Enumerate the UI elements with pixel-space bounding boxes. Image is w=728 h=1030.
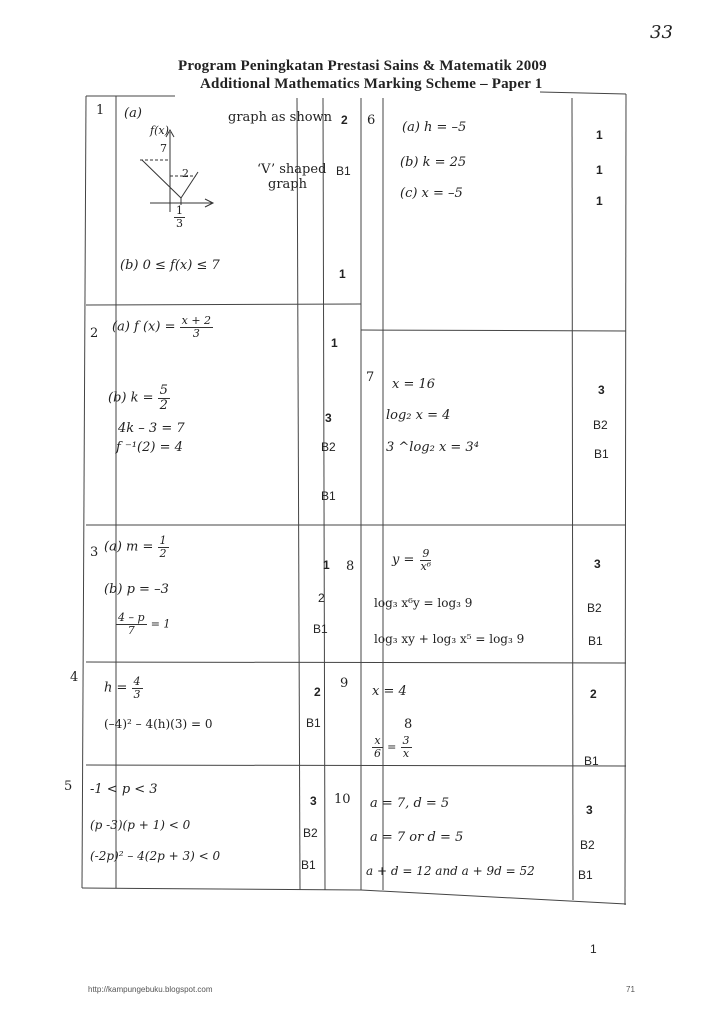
q3-part-b: (b) p = –3 (104, 582, 169, 597)
q10-line-1: a = 7, d = 5 (370, 796, 450, 811)
q1-mark-2: B1 (336, 164, 351, 178)
q4-mark-2: B1 (306, 716, 321, 730)
q2-mark-1: 1 (331, 336, 338, 350)
header-line-2: Additional Mathematics Marking Scheme – Paper 1 (200, 76, 543, 92)
q2-part-b: (b) k = $\frac{5}{2}$ (108, 383, 168, 413)
q4-line-2: (–4)² – 4(h)(3) = 0 (104, 717, 213, 731)
q7-number: 7 (366, 370, 375, 385)
q7-mark-2: B2 (593, 418, 608, 432)
q7-line-2: log₂ x = 4 (386, 408, 451, 423)
q5-mark-3: B1 (301, 858, 316, 872)
q5-mark-2: B2 (303, 826, 318, 840)
q8-mark-2: B2 (587, 601, 602, 615)
q4-line-1: h = $\frac{4}{3}$ (104, 675, 141, 701)
q9-line-2-top: 8 (404, 717, 413, 732)
q8-mark-1: 3 (594, 557, 601, 571)
q9-mark-2: B1 (584, 754, 599, 768)
q6-part-b: (b) k = 25 (400, 155, 467, 170)
q10-number: 10 (334, 792, 351, 807)
q2-line-3: f ⁻¹(2) = 4 (116, 440, 183, 455)
q3-part-a: (a) m = $\frac{1}{2}$ (104, 534, 167, 560)
q10-mark-1: 3 (586, 803, 593, 817)
q3-fraction: $\frac{4 - p}{7}$ = 1 (118, 611, 171, 637)
q8-number: 8 (346, 559, 355, 574)
graph-mid-label: 2 (182, 167, 189, 180)
q3-mark-1: 1 (323, 558, 330, 572)
q9-mark-1: 2 (590, 687, 597, 701)
footer-url[interactable]: http://kampungebuku.blogspot.com (88, 985, 213, 994)
q2-mark-3: B2 (321, 440, 336, 454)
q5-mark-1: 3 (310, 794, 317, 808)
q7-mark-3: B1 (594, 447, 609, 461)
q1-number: 1 (96, 103, 105, 118)
q10-line-3: a + d = 12 and a + 9d = 52 (366, 864, 535, 878)
q1-note-2a: ‘V’ shaped (257, 162, 327, 177)
v-graph (140, 130, 213, 212)
q8-mark-3: B1 (588, 634, 603, 648)
q6-mark-1: 1 (596, 128, 603, 142)
q8-line-3: log₃ xy + log₃ x⁵ = log₃ 9 (374, 632, 525, 646)
q3-mark-2: 2 (318, 591, 325, 605)
q10-mark-3: B1 (578, 868, 593, 882)
q8-line-2: log₃ x⁶y = log₃ 9 (374, 596, 473, 610)
q6-part-c: (c) x = –5 (400, 186, 463, 201)
q4-number: 4 (70, 670, 79, 685)
graph-fx-label: f(x) (150, 124, 169, 137)
q1-note-2b: graph (268, 177, 307, 192)
q2-line-2: 4k – 3 = 7 (118, 421, 185, 436)
q4-mark-1: 2 (314, 685, 321, 699)
q2-part-a: (a) f (x) = $\frac{x + 2}{3}$ (112, 314, 212, 340)
q3-mark-3: B1 (313, 622, 328, 636)
q6-number: 6 (367, 113, 376, 128)
header-line-1: Program Peningkatan Prestasi Sains & Matematik 2009 (178, 58, 547, 74)
q3-number: 3 (90, 545, 99, 560)
q6-mark-2: 1 (596, 163, 603, 177)
q1-part-b: (b) 0 ≤ f(x) ≤ 7 (120, 258, 220, 273)
q1-note-1: graph as shown (228, 110, 333, 125)
q9-line-2: $\frac{x}{6}$ = $\frac{3}{x}$ (374, 734, 410, 760)
q9-number: 9 (340, 676, 349, 691)
footer-page-number: 71 (626, 985, 635, 994)
q10-mark-2: B2 (580, 838, 595, 852)
graph-x-label: $\frac{1}{3}$ (176, 204, 183, 230)
q6-mark-3: 1 (596, 194, 603, 208)
q1-mark-1: 2 (341, 113, 348, 127)
q5-line-1: -1 < p < 3 (90, 782, 158, 797)
q7-line-1: x = 16 (392, 377, 436, 392)
q7-mark-1: 3 (598, 383, 605, 397)
q5-line-3: (-2p)² – 4(2p + 3) < 0 (90, 849, 221, 863)
q2-mark-4: B1 (321, 489, 336, 503)
q6-part-a: (a) h = –5 (402, 120, 467, 135)
graph-y-label: 7 (160, 142, 167, 155)
q5-number: 5 (64, 779, 73, 794)
q1-mark-3: 1 (339, 267, 346, 281)
q8-line-1: y = $\frac{9}{\text{x⁶}}$ (392, 547, 432, 573)
page-marker: 1 (590, 942, 597, 956)
q2-mark-2: 3 (325, 411, 332, 425)
q9-line-1: x = 4 (372, 684, 407, 699)
q1-part-a: (a) (124, 106, 142, 121)
q10-line-2: a = 7 or d = 5 (370, 830, 464, 845)
q7-line-3: 3 ^log₂ x = 3⁴ (386, 440, 479, 455)
corner-mark: 33 (650, 22, 673, 43)
q2-number: 2 (90, 326, 99, 341)
q5-line-2: (p -3)(p + 1) < 0 (90, 818, 191, 832)
